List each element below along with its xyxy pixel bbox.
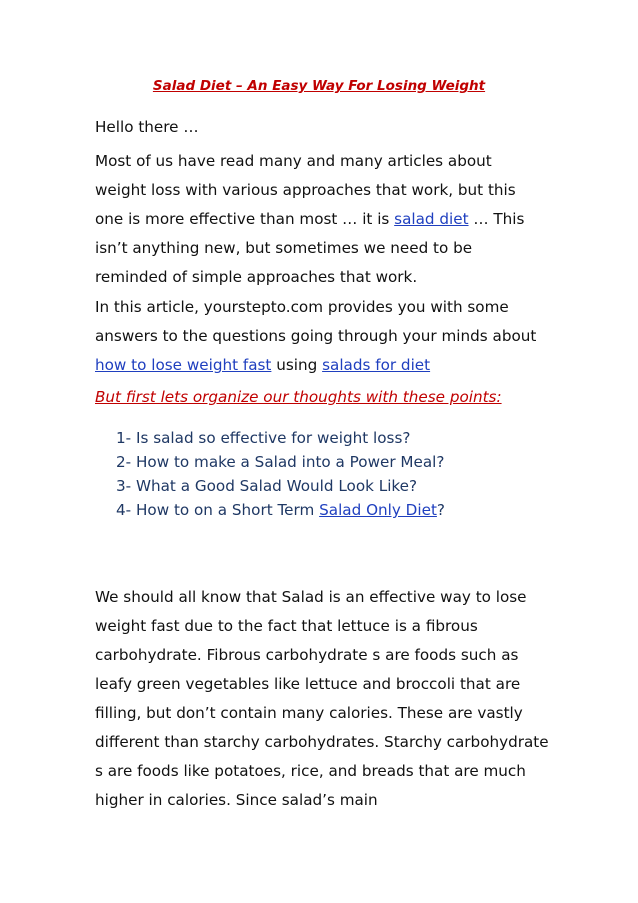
list-item: 1- Is salad so effective for weight loss?	[116, 429, 411, 447]
intro-text-start: Most of us have read many and many articles about weight loss with various approaches that work, but this one is more effective than most … it is	[95, 152, 516, 228]
points-list	[116, 426, 445, 522]
article-text-start: In this article, yourstepto.com provides you with some answers to the questions going through your minds about	[95, 298, 537, 345]
lose-weight-fast-link[interactable]: how to lose weight fast	[95, 356, 272, 374]
salad-only-diet-link[interactable]: Salad Only Diet	[319, 501, 437, 519]
body-text: We should all know that Salad is an effective way to lose weight fast due to the fact that lettuce is a fibrous carbohydrate. Fibrous carbohydrate s are foods such as leafy green vegetables like lettuce and broccoli that are filling, but don’t contain many calories. These are vastly different than starchy carbohydrates. Starchy carbohydrate s are foods like potatoes, rice, and breads that are much higher in calories. Since salad’s main	[95, 588, 549, 809]
intro-text-end: … This isn’t anything new, but sometimes we need to be reminded of simple approaches that work.	[95, 210, 525, 286]
points-subheading: But first lets organize our thoughts with these points:	[95, 388, 502, 406]
salads-for-diet-link[interactable]: salads for diet	[322, 356, 431, 374]
salad-diet-link[interactable]: salad diet	[394, 210, 469, 228]
list-item: 2- How to make a Salad into a Power Meal?	[116, 453, 445, 471]
list-item: 4- How to on a Short Term Salad Only Diet?	[116, 501, 445, 519]
intro-paragraph	[95, 147, 545, 292]
article-text-mid: using	[271, 356, 323, 374]
article-paragraph	[95, 293, 545, 380]
document-title: Salad Diet – An Easy Way For Losing Weight	[152, 78, 486, 94]
greeting	[95, 118, 199, 136]
list-item: 3- What a Good Salad Would Look Like?	[116, 477, 418, 495]
body-paragraph	[95, 583, 550, 815]
greeting-text: Hello there …	[95, 118, 199, 136]
